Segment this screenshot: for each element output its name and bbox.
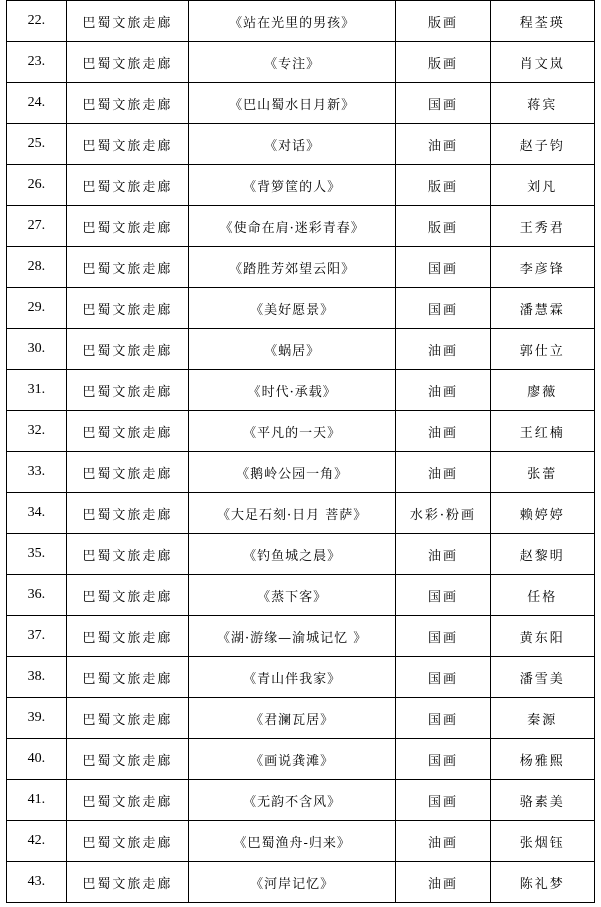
- medium-cell: 国画: [396, 575, 490, 616]
- row-number: 22.: [7, 1, 67, 42]
- medium-cell: 油画: [396, 370, 490, 411]
- medium-cell: 国画: [396, 698, 490, 739]
- row-number: 26.: [7, 165, 67, 206]
- table-row: [7, 534, 595, 575]
- medium-cell: 油画: [396, 411, 490, 452]
- row-number: 23.: [7, 42, 67, 83]
- venue-cell: 巴蜀文旅走廊: [66, 411, 188, 452]
- title-cell: 《背箩筐的人》: [188, 165, 395, 206]
- row-number: 36.: [7, 575, 67, 616]
- row-number: 42.: [7, 821, 67, 862]
- artist-cell: 赵子钧: [490, 124, 594, 165]
- venue-cell: 巴蜀文旅走廊: [66, 42, 188, 83]
- table-row: [7, 165, 595, 206]
- medium-cell: 国画: [396, 616, 490, 657]
- table-row: [7, 247, 595, 288]
- table-row: [7, 616, 595, 657]
- artist-cell: 肖文岚: [490, 42, 594, 83]
- table-row: [7, 739, 595, 780]
- venue-cell: 巴蜀文旅走廊: [66, 1, 188, 42]
- medium-cell: 国画: [396, 83, 490, 124]
- title-cell: 《巴山蜀水日月新》: [188, 83, 395, 124]
- title-cell: 《画说龚滩》: [188, 739, 395, 780]
- venue-cell: 巴蜀文旅走廊: [66, 452, 188, 493]
- venue-cell: 巴蜀文旅走廊: [66, 821, 188, 862]
- table-row: [7, 1, 595, 42]
- artist-cell: 张蕾: [490, 452, 594, 493]
- table-row: [7, 411, 595, 452]
- title-cell: 《蜗居》: [188, 329, 395, 370]
- artist-cell: 黄东阳: [490, 616, 594, 657]
- row-number: 41.: [7, 780, 67, 821]
- medium-cell: 版画: [396, 1, 490, 42]
- title-cell: 《青山伴我家》: [188, 657, 395, 698]
- artist-cell: 骆素美: [490, 780, 594, 821]
- medium-cell: 油画: [396, 534, 490, 575]
- artist-cell: 李彦锋: [490, 247, 594, 288]
- row-number: 32.: [7, 411, 67, 452]
- table-row: [7, 657, 595, 698]
- venue-cell: 巴蜀文旅走廊: [66, 575, 188, 616]
- venue-cell: 巴蜀文旅走廊: [66, 83, 188, 124]
- medium-cell: 油画: [396, 329, 490, 370]
- artwork-table: [6, 0, 595, 903]
- table-row: [7, 206, 595, 247]
- row-number: 37.: [7, 616, 67, 657]
- medium-cell: 国画: [396, 288, 490, 329]
- medium-cell: 版画: [396, 206, 490, 247]
- row-number: 39.: [7, 698, 67, 739]
- artist-cell: 张烟钰: [490, 821, 594, 862]
- row-number: 31.: [7, 370, 67, 411]
- artwork-table-body: [7, 1, 595, 903]
- artist-cell: 蒋宾: [490, 83, 594, 124]
- title-cell: 《钓鱼城之晨》: [188, 534, 395, 575]
- table-row: [7, 370, 595, 411]
- title-cell: 《专注》: [188, 42, 395, 83]
- venue-cell: 巴蜀文旅走廊: [66, 780, 188, 821]
- venue-cell: 巴蜀文旅走廊: [66, 534, 188, 575]
- title-cell: 《时代·承载》: [188, 370, 395, 411]
- artist-cell: 王秀君: [490, 206, 594, 247]
- artist-cell: 潘雪美: [490, 657, 594, 698]
- venue-cell: 巴蜀文旅走廊: [66, 206, 188, 247]
- table-row: [7, 124, 595, 165]
- medium-cell: 版画: [396, 42, 490, 83]
- table-row: [7, 698, 595, 739]
- title-cell: 《对话》: [188, 124, 395, 165]
- venue-cell: 巴蜀文旅走廊: [66, 493, 188, 534]
- title-cell: 《平凡的一天》: [188, 411, 395, 452]
- artist-cell: 秦源: [490, 698, 594, 739]
- row-number: 35.: [7, 534, 67, 575]
- artist-cell: 陈礼梦: [490, 862, 594, 903]
- table-row: [7, 288, 595, 329]
- row-number: 30.: [7, 329, 67, 370]
- artist-cell: 廖薇: [490, 370, 594, 411]
- venue-cell: 巴蜀文旅走廊: [66, 247, 188, 288]
- table-row: [7, 329, 595, 370]
- table-row: [7, 780, 595, 821]
- artist-cell: 程荃瑛: [490, 1, 594, 42]
- medium-cell: 油画: [396, 821, 490, 862]
- title-cell: 《湖·游缘—渝城记忆 》: [188, 616, 395, 657]
- title-cell: 《君澜瓦居》: [188, 698, 395, 739]
- medium-cell: 国画: [396, 780, 490, 821]
- medium-cell: 国画: [396, 657, 490, 698]
- table-row: [7, 42, 595, 83]
- row-number: 29.: [7, 288, 67, 329]
- venue-cell: 巴蜀文旅走廊: [66, 657, 188, 698]
- artist-cell: 郭仕立: [490, 329, 594, 370]
- venue-cell: 巴蜀文旅走廊: [66, 165, 188, 206]
- medium-cell: 国画: [396, 739, 490, 780]
- table-row: [7, 452, 595, 493]
- row-number: 25.: [7, 124, 67, 165]
- venue-cell: 巴蜀文旅走廊: [66, 329, 188, 370]
- medium-cell: 版画: [396, 165, 490, 206]
- medium-cell: 油画: [396, 124, 490, 165]
- artist-cell: 潘慧霖: [490, 288, 594, 329]
- venue-cell: 巴蜀文旅走廊: [66, 862, 188, 903]
- row-number: 40.: [7, 739, 67, 780]
- title-cell: 《美好愿景》: [188, 288, 395, 329]
- title-cell: 《使命在肩·迷彩青春》: [188, 206, 395, 247]
- title-cell: 《河岸记忆》: [188, 862, 395, 903]
- medium-cell: 水彩·粉画: [396, 493, 490, 534]
- table-row: [7, 821, 595, 862]
- medium-cell: 油画: [396, 452, 490, 493]
- venue-cell: 巴蜀文旅走廊: [66, 288, 188, 329]
- row-number: 38.: [7, 657, 67, 698]
- title-cell: 《无韵不含风》: [188, 780, 395, 821]
- artist-cell: 杨雅熙: [490, 739, 594, 780]
- row-number: 28.: [7, 247, 67, 288]
- row-number: 33.: [7, 452, 67, 493]
- artist-cell: 王红楠: [490, 411, 594, 452]
- medium-cell: 油画: [396, 862, 490, 903]
- artist-cell: 赖婷婷: [490, 493, 594, 534]
- title-cell: 《蒸下客》: [188, 575, 395, 616]
- table-row: [7, 83, 595, 124]
- table-row: [7, 862, 595, 903]
- venue-cell: 巴蜀文旅走廊: [66, 739, 188, 780]
- medium-cell: 国画: [396, 247, 490, 288]
- title-cell: 《站在光里的男孩》: [188, 1, 395, 42]
- artist-cell: 赵黎明: [490, 534, 594, 575]
- venue-cell: 巴蜀文旅走廊: [66, 124, 188, 165]
- venue-cell: 巴蜀文旅走廊: [66, 698, 188, 739]
- table-row: [7, 575, 595, 616]
- venue-cell: 巴蜀文旅走廊: [66, 370, 188, 411]
- title-cell: 《巴蜀渔舟-归来》: [188, 821, 395, 862]
- title-cell: 《鹅岭公园一角》: [188, 452, 395, 493]
- title-cell: 《踏胜芳郊望云阳》: [188, 247, 395, 288]
- venue-cell: 巴蜀文旅走廊: [66, 616, 188, 657]
- title-cell: 《大足石刻·日月 菩萨》: [188, 493, 395, 534]
- row-number: 27.: [7, 206, 67, 247]
- artist-cell: 任格: [490, 575, 594, 616]
- row-number: 43.: [7, 862, 67, 903]
- row-number: 34.: [7, 493, 67, 534]
- table-row: [7, 493, 595, 534]
- artist-cell: 刘凡: [490, 165, 594, 206]
- row-number: 24.: [7, 83, 67, 124]
